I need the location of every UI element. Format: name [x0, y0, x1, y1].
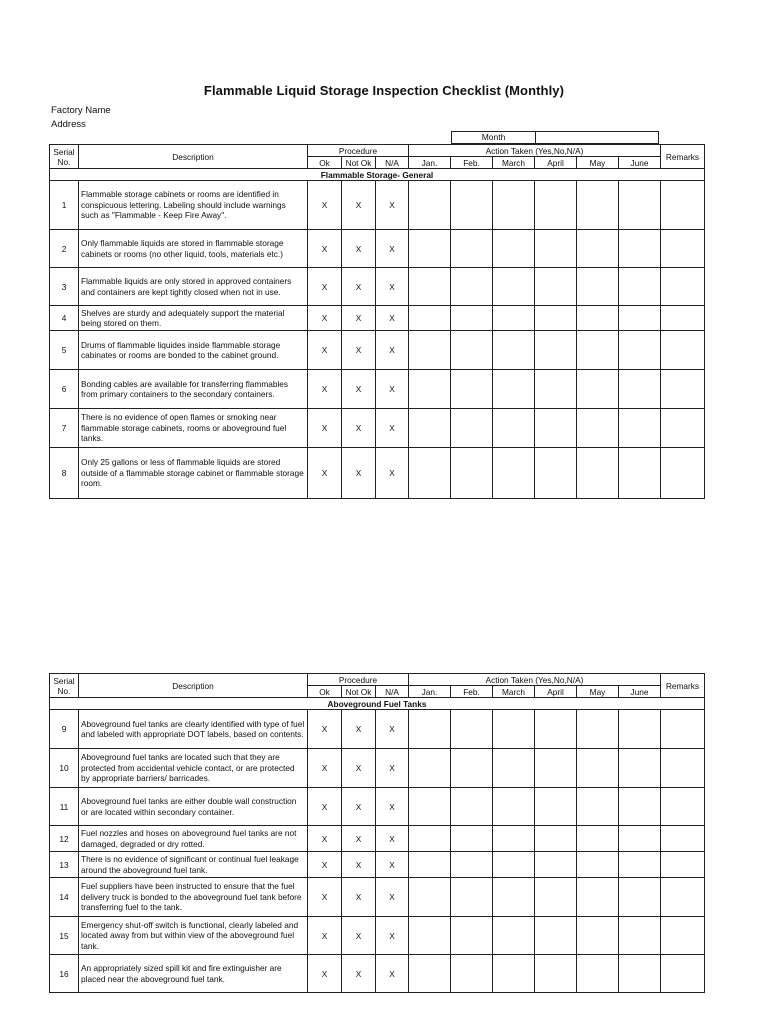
- description-cell: Fuel nozzles and hoses on aboveground fuel tanks are not damaged, degraded or dry rotted.: [79, 826, 308, 852]
- serial-cell: 6: [50, 370, 79, 409]
- description-cell: Only 25 gallons or less of flammable liquids are stored outside of a flammable storage cabinet or flammable storage room.: [79, 448, 308, 499]
- na-cell[interactable]: X: [376, 181, 409, 230]
- serial-cell: 5: [50, 331, 79, 370]
- not-ok-header: Not Ok: [342, 157, 376, 169]
- serial-cell: 3: [50, 268, 79, 306]
- action-cell[interactable]: [493, 370, 535, 409]
- month-header: Jan.: [409, 686, 451, 698]
- action-cell[interactable]: [535, 268, 577, 306]
- action-cell[interactable]: [619, 370, 661, 409]
- description-cell: Flammable storage cabinets or rooms are identified in conspicuous lettering. Labeling should include warnings such as "Flammable - Keep Fire Away".: [79, 181, 308, 230]
- serial-cell: 8: [50, 448, 79, 499]
- ok-cell[interactable]: X: [308, 917, 342, 955]
- action-cell[interactable]: [577, 230, 619, 268]
- action-cell[interactable]: [493, 878, 535, 917]
- checklist-table-general: [49, 144, 705, 499]
- month-header: April: [535, 686, 577, 698]
- not-ok-cell[interactable]: X: [342, 331, 376, 370]
- month-header: June: [619, 157, 661, 169]
- description-cell: Bonding cables are available for transferring flammables from primary containers to the secondary containers.: [79, 370, 308, 409]
- action-cell[interactable]: [535, 331, 577, 370]
- remarks-cell[interactable]: [661, 749, 705, 788]
- serial-cell: 10: [50, 749, 79, 788]
- remarks-header: Remarks: [661, 145, 705, 169]
- remarks-cell[interactable]: [661, 788, 705, 826]
- ok-cell[interactable]: X: [308, 409, 342, 448]
- action-cell[interactable]: [619, 878, 661, 917]
- action-cell[interactable]: [619, 306, 661, 331]
- table-row: [50, 710, 705, 749]
- table-row: [50, 370, 705, 409]
- not-ok-cell[interactable]: X: [342, 306, 376, 331]
- serial-cell: 1: [50, 181, 79, 230]
- action-cell[interactable]: [409, 306, 451, 331]
- table-row: [50, 955, 705, 993]
- action-cell[interactable]: [451, 268, 493, 306]
- action-cell[interactable]: [493, 306, 535, 331]
- action-cell[interactable]: [577, 788, 619, 826]
- action-cell[interactable]: [451, 955, 493, 993]
- description-cell: Aboveground fuel tanks are clearly identified with type of fuel and labeled with appropriate DOT labels, based on contents.: [79, 710, 308, 749]
- action-cell[interactable]: [577, 306, 619, 331]
- na-cell[interactable]: X: [376, 878, 409, 917]
- action-cell[interactable]: [577, 955, 619, 993]
- not-ok-cell[interactable]: X: [342, 917, 376, 955]
- na-cell[interactable]: X: [376, 788, 409, 826]
- not-ok-header: Not Ok: [342, 686, 376, 698]
- table-row: [50, 448, 705, 499]
- serial-cell: 9: [50, 710, 79, 749]
- ok-cell[interactable]: X: [308, 826, 342, 852]
- na-cell[interactable]: X: [376, 955, 409, 993]
- remarks-cell[interactable]: [661, 710, 705, 749]
- remarks-header: Remarks: [661, 674, 705, 698]
- action-cell[interactable]: [577, 370, 619, 409]
- remarks-cell[interactable]: [661, 306, 705, 331]
- action-cell[interactable]: [535, 306, 577, 331]
- not-ok-cell[interactable]: X: [342, 230, 376, 268]
- remarks-cell[interactable]: [661, 878, 705, 917]
- action-cell[interactable]: [493, 268, 535, 306]
- serial-cell: 14: [50, 878, 79, 917]
- na-header: N/A: [376, 686, 409, 698]
- action-cell[interactable]: [619, 230, 661, 268]
- action-cell[interactable]: [619, 852, 661, 878]
- ok-cell[interactable]: X: [308, 852, 342, 878]
- action-cell[interactable]: [409, 710, 451, 749]
- ok-cell[interactable]: X: [308, 448, 342, 499]
- action-cell[interactable]: [577, 852, 619, 878]
- action-cell[interactable]: [409, 181, 451, 230]
- remarks-cell[interactable]: [661, 370, 705, 409]
- action-cell[interactable]: [577, 749, 619, 788]
- description-cell: Aboveground fuel tanks are located such that they are protected from accidental vehicle contact, or are protected by appropriate barriers/ barricades.: [79, 749, 308, 788]
- remarks-cell[interactable]: [661, 826, 705, 852]
- action-cell[interactable]: [451, 230, 493, 268]
- table-row: [50, 826, 705, 852]
- action-cell[interactable]: [535, 749, 577, 788]
- serial-header: Serial No.: [50, 674, 79, 698]
- remarks-cell[interactable]: [661, 181, 705, 230]
- remarks-cell[interactable]: [661, 409, 705, 448]
- ok-cell[interactable]: X: [308, 710, 342, 749]
- table-row: [50, 331, 705, 370]
- action-cell[interactable]: [451, 306, 493, 331]
- section-title: Aboveground Fuel Tanks: [50, 698, 705, 710]
- action-cell[interactable]: [493, 826, 535, 852]
- ok-cell[interactable]: X: [308, 181, 342, 230]
- action-cell[interactable]: [493, 710, 535, 749]
- table-row: [50, 749, 705, 788]
- section-title: Flammable Storage- General: [50, 169, 705, 181]
- action-cell[interactable]: [577, 268, 619, 306]
- action-cell[interactable]: [619, 917, 661, 955]
- month-box: [451, 131, 659, 144]
- na-cell[interactable]: X: [376, 710, 409, 749]
- table-row: [50, 917, 705, 955]
- na-cell[interactable]: X: [376, 230, 409, 268]
- action-cell[interactable]: [535, 710, 577, 749]
- not-ok-cell[interactable]: X: [342, 710, 376, 749]
- not-ok-cell[interactable]: X: [342, 852, 376, 878]
- action-cell[interactable]: [577, 181, 619, 230]
- serial-cell: 7: [50, 409, 79, 448]
- action-cell[interactable]: [577, 917, 619, 955]
- action-cell[interactable]: [451, 181, 493, 230]
- month-header: Jan.: [409, 157, 451, 169]
- address-label: Address: [51, 119, 86, 130]
- action-cell[interactable]: [493, 955, 535, 993]
- ok-cell[interactable]: X: [308, 955, 342, 993]
- month-header: March: [493, 686, 535, 698]
- description-cell: Shelves are sturdy and adequately support the material being stored on them.: [79, 306, 308, 331]
- remarks-cell[interactable]: [661, 331, 705, 370]
- serial-header: Serial No.: [50, 145, 79, 169]
- action-cell[interactable]: [577, 448, 619, 499]
- action-cell[interactable]: [535, 181, 577, 230]
- table-row: [50, 788, 705, 826]
- not-ok-cell[interactable]: X: [342, 788, 376, 826]
- ok-cell[interactable]: X: [308, 306, 342, 331]
- ok-cell[interactable]: X: [308, 370, 342, 409]
- ok-cell[interactable]: X: [308, 268, 342, 306]
- action-cell[interactable]: [493, 230, 535, 268]
- serial-cell: 4: [50, 306, 79, 331]
- remarks-cell[interactable]: [661, 230, 705, 268]
- action-cell[interactable]: [409, 749, 451, 788]
- action-cell[interactable]: [493, 788, 535, 826]
- month-label: Month: [452, 132, 536, 143]
- action-cell[interactable]: [451, 710, 493, 749]
- month-header: Feb.: [451, 157, 493, 169]
- not-ok-cell[interactable]: X: [342, 181, 376, 230]
- action-cell[interactable]: [535, 878, 577, 917]
- serial-cell: 13: [50, 852, 79, 878]
- page-title: Flammable Liquid Storage Inspection Checklist (Monthly): [203, 83, 565, 98]
- description-cell: Flammable liquids are only stored in approved containers and containers are kept tightly closed when not in use.: [79, 268, 308, 306]
- action-cell[interactable]: [535, 955, 577, 993]
- ok-header: Ok: [308, 686, 342, 698]
- not-ok-cell[interactable]: X: [342, 955, 376, 993]
- action-cell[interactable]: [451, 448, 493, 499]
- action-cell[interactable]: [535, 230, 577, 268]
- na-cell[interactable]: X: [376, 448, 409, 499]
- description-cell: There is no evidence of significant or continual fuel leakage around the aboveground fuel tank.: [79, 852, 308, 878]
- na-cell[interactable]: X: [376, 409, 409, 448]
- action-cell[interactable]: [535, 826, 577, 852]
- action-cell[interactable]: [535, 917, 577, 955]
- action-cell[interactable]: [577, 409, 619, 448]
- description-cell: There is no evidence of open flames or smoking near flammable storage cabinets, rooms or aboveground fuel tanks.: [79, 409, 308, 448]
- table-row: [50, 230, 705, 268]
- remarks-cell[interactable]: [661, 955, 705, 993]
- serial-cell: 11: [50, 788, 79, 826]
- table-body: [50, 145, 705, 499]
- action-cell[interactable]: [577, 331, 619, 370]
- action-cell[interactable]: [451, 852, 493, 878]
- remarks-cell[interactable]: [661, 448, 705, 499]
- serial-cell: 15: [50, 917, 79, 955]
- action-cell[interactable]: [451, 788, 493, 826]
- month-value-field[interactable]: [536, 132, 658, 143]
- table-row: [50, 181, 705, 230]
- action-cell[interactable]: [493, 331, 535, 370]
- action-cell[interactable]: [619, 409, 661, 448]
- action-cell[interactable]: [577, 878, 619, 917]
- action-cell[interactable]: [409, 917, 451, 955]
- checklist-table-fuel-tanks: [49, 673, 705, 993]
- action-cell[interactable]: [535, 370, 577, 409]
- action-cell[interactable]: [493, 749, 535, 788]
- table-row: [50, 306, 705, 331]
- remarks-cell[interactable]: [661, 852, 705, 878]
- ok-header: Ok: [308, 157, 342, 169]
- action-cell[interactable]: [619, 448, 661, 499]
- not-ok-cell[interactable]: X: [342, 370, 376, 409]
- description-header: Description: [79, 145, 308, 169]
- na-cell[interactable]: X: [376, 826, 409, 852]
- action-cell[interactable]: [451, 409, 493, 448]
- not-ok-cell[interactable]: X: [342, 409, 376, 448]
- na-cell[interactable]: X: [376, 852, 409, 878]
- na-cell[interactable]: X: [376, 268, 409, 306]
- action-taken-header: Action Taken (Yes,No,N/A): [409, 674, 661, 686]
- na-cell[interactable]: X: [376, 370, 409, 409]
- section-row: [50, 169, 705, 181]
- action-cell[interactable]: [493, 448, 535, 499]
- action-cell[interactable]: [409, 788, 451, 826]
- header-row: [50, 674, 705, 686]
- action-cell[interactable]: [619, 181, 661, 230]
- serial-cell: 16: [50, 955, 79, 993]
- description-cell: Emergency shut-off switch is functional, clearly labeled and located away from but within view of the aboveground fuel tank.: [79, 917, 308, 955]
- description-cell: Only flammable liquids are stored in flammable storage cabinets or rooms (no other liquid, tools, materials etc.): [79, 230, 308, 268]
- action-cell[interactable]: [535, 448, 577, 499]
- action-cell[interactable]: [409, 409, 451, 448]
- ok-cell[interactable]: X: [308, 331, 342, 370]
- na-cell[interactable]: X: [376, 917, 409, 955]
- action-cell[interactable]: [619, 268, 661, 306]
- action-cell[interactable]: [493, 917, 535, 955]
- action-cell[interactable]: [493, 852, 535, 878]
- serial-cell: 2: [50, 230, 79, 268]
- action-cell[interactable]: [619, 826, 661, 852]
- action-cell[interactable]: [619, 710, 661, 749]
- description-cell: Aboveground fuel tanks are either double wall construction or are located within secondary container.: [79, 788, 308, 826]
- ok-cell[interactable]: X: [308, 749, 342, 788]
- table-row: [50, 268, 705, 306]
- month-header: Feb.: [451, 686, 493, 698]
- action-cell[interactable]: [409, 955, 451, 993]
- not-ok-cell[interactable]: X: [342, 448, 376, 499]
- action-cell[interactable]: [577, 710, 619, 749]
- remarks-cell[interactable]: [661, 917, 705, 955]
- header-row: [50, 145, 705, 157]
- action-cell[interactable]: [451, 331, 493, 370]
- action-taken-header: Action Taken (Yes,No,N/A): [409, 145, 661, 157]
- month-header: May: [577, 686, 619, 698]
- not-ok-cell[interactable]: X: [342, 826, 376, 852]
- month-header: March: [493, 157, 535, 169]
- procedure-header: Procedure: [308, 674, 409, 686]
- action-cell[interactable]: [619, 331, 661, 370]
- action-cell[interactable]: [409, 331, 451, 370]
- na-cell[interactable]: X: [376, 331, 409, 370]
- table-row: [50, 409, 705, 448]
- not-ok-cell[interactable]: X: [342, 878, 376, 917]
- action-cell[interactable]: [451, 878, 493, 917]
- serial-cell: 12: [50, 826, 79, 852]
- na-cell[interactable]: X: [376, 749, 409, 788]
- description-cell: An appropriately sized spill kit and fire extinguisher are placed near the aboveground fuel tank.: [79, 955, 308, 993]
- ok-cell[interactable]: X: [308, 878, 342, 917]
- action-cell[interactable]: [409, 448, 451, 499]
- description-cell: Fuel suppliers have been instructed to ensure that the fuel delivery truck is bonded to the aboveground fuel tank before transferring fuel to the tank.: [79, 878, 308, 917]
- na-header: N/A: [376, 157, 409, 169]
- action-cell[interactable]: [451, 370, 493, 409]
- month-header: June: [619, 686, 661, 698]
- action-cell[interactable]: [409, 852, 451, 878]
- remarks-cell[interactable]: [661, 268, 705, 306]
- action-cell[interactable]: [493, 409, 535, 448]
- action-cell[interactable]: [535, 409, 577, 448]
- na-cell[interactable]: X: [376, 306, 409, 331]
- ok-cell[interactable]: X: [308, 230, 342, 268]
- action-cell[interactable]: [493, 181, 535, 230]
- procedure-header: Procedure: [308, 145, 409, 157]
- action-cell[interactable]: [451, 917, 493, 955]
- action-cell[interactable]: [535, 852, 577, 878]
- action-cell[interactable]: [409, 370, 451, 409]
- ok-cell[interactable]: X: [308, 788, 342, 826]
- action-cell[interactable]: [619, 749, 661, 788]
- table-row: [50, 852, 705, 878]
- action-cell[interactable]: [409, 826, 451, 852]
- action-cell[interactable]: [577, 826, 619, 852]
- action-cell[interactable]: [409, 878, 451, 917]
- action-cell[interactable]: [619, 788, 661, 826]
- action-cell[interactable]: [409, 268, 451, 306]
- description-cell: Drums of flammable liquides inside flammable storage cabinates or rooms are bonded to the cabinet ground.: [79, 331, 308, 370]
- action-cell[interactable]: [409, 230, 451, 268]
- factory-name-label: Factory Name: [51, 105, 111, 116]
- table-row: [50, 878, 705, 917]
- description-header: Description: [79, 674, 308, 698]
- action-cell[interactable]: [451, 749, 493, 788]
- action-cell[interactable]: [451, 826, 493, 852]
- section-row: [50, 698, 705, 710]
- table-body: [50, 674, 705, 993]
- not-ok-cell[interactable]: X: [342, 749, 376, 788]
- month-header: April: [535, 157, 577, 169]
- month-header: May: [577, 157, 619, 169]
- action-cell[interactable]: [535, 788, 577, 826]
- not-ok-cell[interactable]: X: [342, 268, 376, 306]
- action-cell[interactable]: [619, 955, 661, 993]
